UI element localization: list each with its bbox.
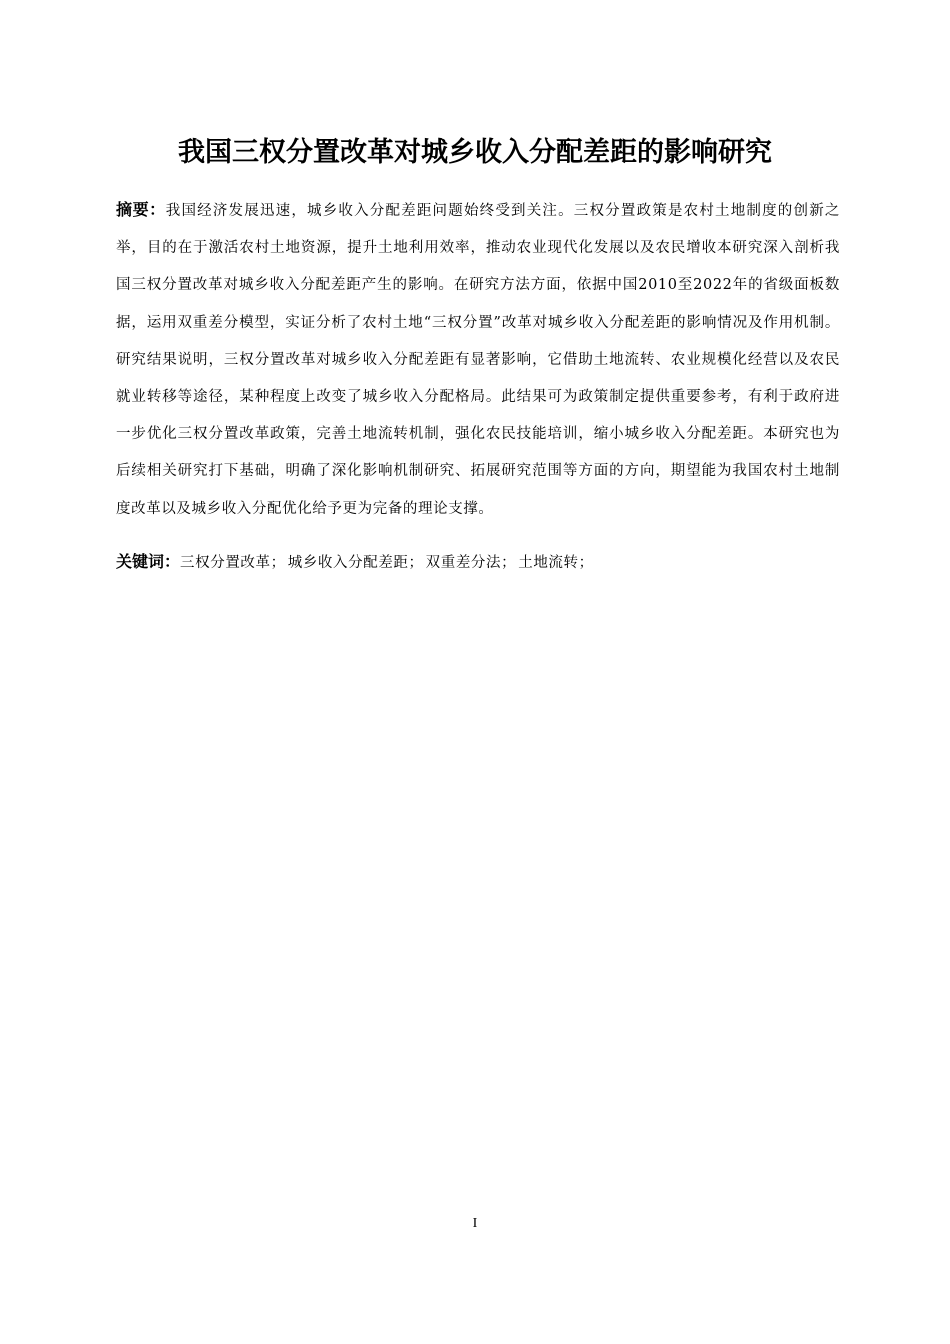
- keywords-heading: 关键词：: [116, 552, 181, 571]
- abstract-text: 我国经济发展迅速，城乡收入分配差距问题始终受到关注。三权分置政策是农村土地制度的创新之举，目的在于激活农村土地资源，提升土地利用效率，推动农业现代化发展以及农民增收本研究深入剖析我国三权分置改革对城乡收入分配差距产生的影响。在研究方法方面，依据中国2010至2022年的省级面板数据，运用双重差分模型，实证分析了农村土地“三权分置”改革对城乡收入分配差距的影响情况及作用机制。研究结果说明，三权分置改革对城乡收入分配差距有显著影响，它借助土地流转、农业规模化经营以及农民就业转移等途径，某种程度上改变了城乡收入分配格局。此结果可为政策制定提供重要参考，有利于政府进一步优化三权分置改革政策，完善土地流转机制，强化农民技能培训，缩小城乡收入分配差距。本研究也为后续相关研究打下基础，明确了深化影响机制研究、拓展研究范围等方面的方向，期望能为我国农村土地制度改革以及城乡收入分配优化给予更为完备的理论支撑。: [116, 203, 840, 517]
- keywords-line: [116, 543, 840, 582]
- keyword-item: 土地流转；: [518, 555, 594, 571]
- abstract-paragraph: [116, 191, 840, 528]
- keyword-item: 三权分置改革；: [180, 555, 286, 571]
- keyword-item: 城乡收入分配差距；: [287, 555, 424, 571]
- document-title: 我国三权分置改革对城乡收入分配差距的影响研究: [178, 137, 772, 168]
- page-number: I: [472, 1216, 478, 1231]
- abstract-heading: 摘要：: [116, 200, 166, 219]
- keyword-item: 双重差分法；: [425, 555, 517, 571]
